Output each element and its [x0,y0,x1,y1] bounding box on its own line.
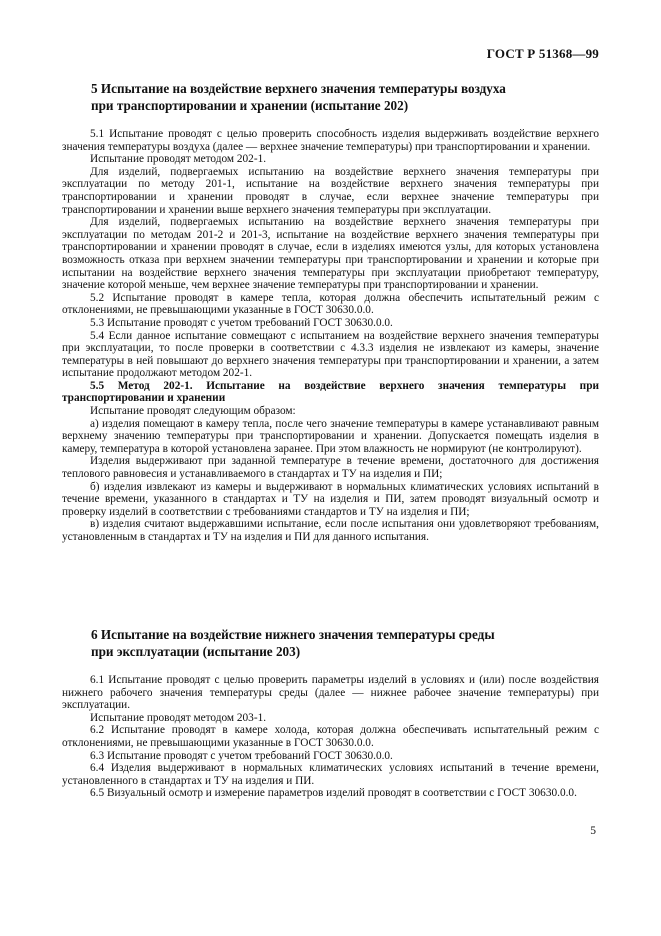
paragraph-5-1: 5.1 Испытание проводят с целью проверить способность изделия выдерживать воздействие верхнего значения температуры воздуха (далее — верхнее значение температуры) при транспортировании и хранении. [62,128,599,153]
paragraph-6-1-method: Испытание проводят методом 203-1. [90,711,267,724]
method-step-a: а) изделия помещают в камеру тепла, после чего значение температуры в камере устанавливают равным верхнему значению температуры при транспортировании и хранении. Допускается помещать изделия в камеру, температура в которой установлена заранее. При этом влажность не нормируют (не контролируют). [62,417,599,455]
method-202-1-heading: 5.5 Метод 202-1. Испытание на воздействие верхнего значения температуры при транспортировании и хранении [62,379,599,405]
method-step-a-hold: Изделия выдерживают при заданной температуре в течение времени, достаточного для достижения теплового равновесия и устанавливаемого в стандартах и ТУ на изделия и ПИ; [62,455,599,481]
paragraph-5-3: 5.3 Испытание проводят с учетом требований ГОСТ 30630.0.0. [90,316,393,329]
paragraph-6-3: 6.3 Испытание проводят с учетом требований ГОСТ 30630.0.0. [90,749,393,762]
method-step-v: в) изделия считают выдержавшими испытание, если после испытания они удовлетворяют требованиям, установленным в стандартах и ТУ на изделия и ПИ для данного испытания. [62,518,599,543]
paragraph-6-1: 6.1 Испытание проводят с целью проверить параметры изделий в условиях и (или) после воздействия нижнего рабочего значения температуры среды (далее — нижнее рабочее значение температуры) при эксплуатации. [62,674,599,712]
document-code-header: ГОСТ Р 51368—99 [486,46,599,61]
paragraph-5-2: 5.2 Испытание проводят в камере тепла, которая должна обеспечить испытательный режим с отклонениями, не превышающими указанные в ГОСТ 30630.0.0. [62,291,599,317]
paragraph-5-4: 5.4 Если данное испытание совмещают с испытанием на воздействие верхнего значения температуры при эксплуатации, то после проверки в соответствии с 4.3.3 изделия не извлекают из камеры, значение температуры в ней повышают до верхнего значения температуры при транспортировании и хранении, а затем испытание продолжают методом 202-1. [62,329,599,380]
paragraph-5-1-method: Испытание проводят методом 202-1. [90,153,267,166]
section-5-title-line2: при транспортировании и хранении (испытание 202) [91,98,409,113]
paragraph-6-4: 6.4 Изделия выдерживают в нормальных климатических условиях испытаний в течение времени, установленного в стандартах и ТУ на изделия и ПИ. [62,762,599,787]
section-6-title-line2: при эксплуатации (испытание 203) [91,644,301,659]
section-6-title-line1: 6 Испытание на воздействие нижнего значения температуры среды [91,627,495,642]
paragraph-6-2: 6.2 Испытание проводят в камере холода, которая должна обеспечивать испытательный режим с отклонениями, не превышающими указанные в ГОСТ 30630.0.0. [62,724,599,749]
section-6-title [91,626,591,660]
section-5-title-line1: 5 Испытание на воздействие верхнего значения температуры воздуха [91,81,506,96]
paragraph-5-1-b: Для изделий, подвергаемых испытанию на воздействие верхнего значения температуры при эксплуатации по методам 201-2 и 201-3, испытание на воздействие верхнего значения температуры при транспортировании и хранении проводят в случае, если в изделиях имеются узлы, для которых установлена возможность отказа при верхнем значении температуры при транспортировании и хранении и которые при испытании на воздействие верхнего значения температуры при эксплуатации приобретают температуру, значение которой меньше, чем верхнее значение температуры при транспортировании и хранении. [62,216,599,292]
section-6-body [62,674,599,800]
paragraph-6-5: 6.5 Визуальный осмотр и измерение параметров изделий проводят в соответствии с ГОСТ 30630.0.0. [90,787,577,800]
method-step-b: б) изделия извлекают из камеры и выдерживают в нормальных климатических условиях испытаний в течение времени, указанного в стандартах и ТУ на изделия и ПИ, затем проводят визуальный осмотр и проверку изделий в соответствии с требованиями стандартов и ТУ на изделия и ПИ; [62,480,599,518]
section-5-body [62,128,599,544]
page-number: 5 [590,825,596,837]
paragraph-5-1-a: Для изделий, подвергаемых испытанию на воздействие верхнего значения температуры при эксплуатации по методу 201-1, испытание на воздействие верхнего значения температуры при транспортировании и хранении проводят в случае, если верхнее значение температуры при транспортировании и хранении выше верхнего значения температуры при эксплуатации. [62,165,599,216]
method-intro: Испытание проводят следующим образом: [90,405,296,418]
section-5-title [91,80,591,114]
